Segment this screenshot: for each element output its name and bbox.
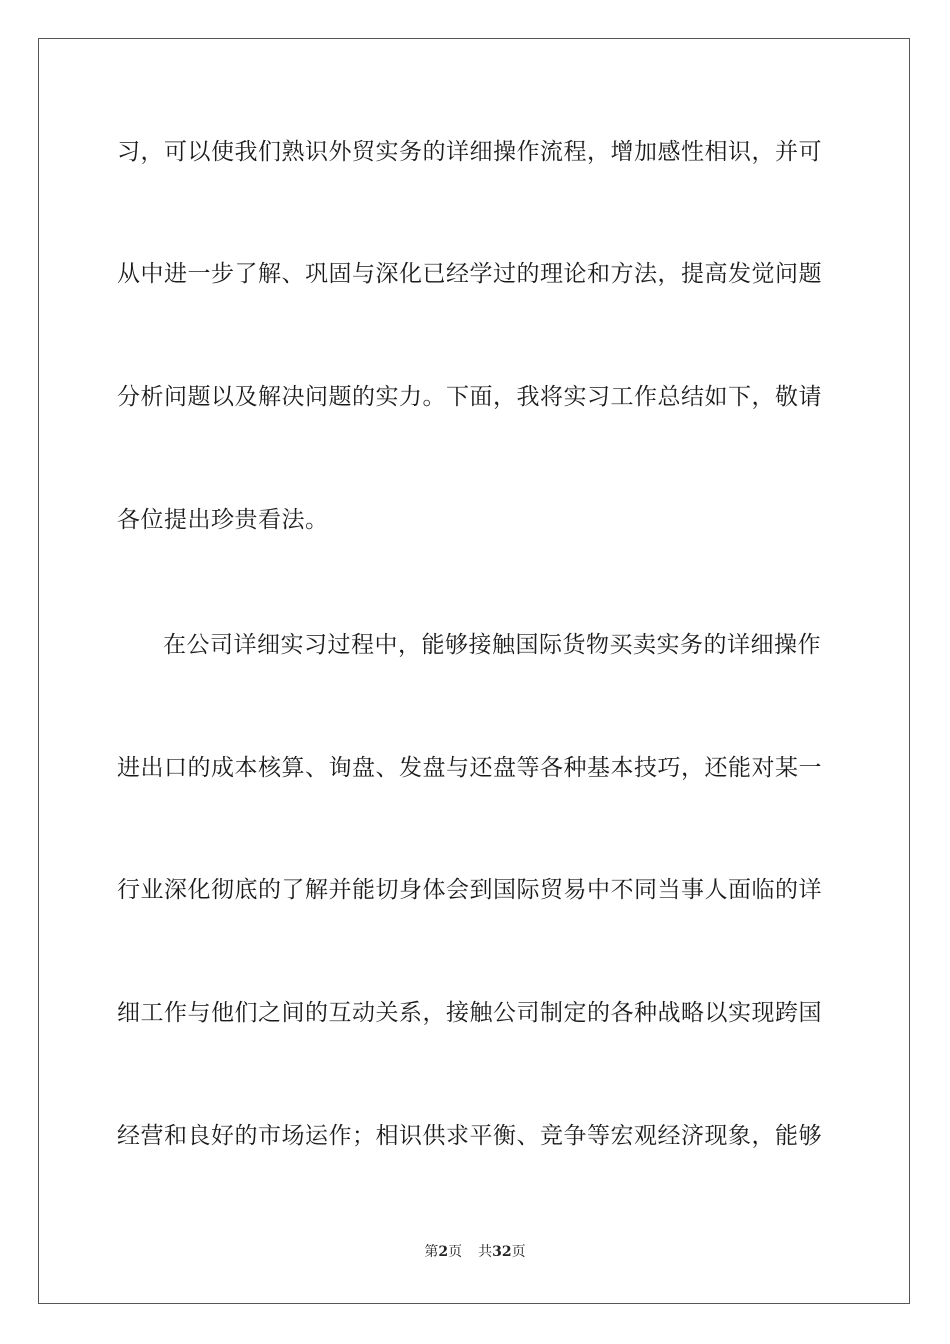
text-line-2: 从中进一步了解、巩固与深化已经学过的理论和方法，提高发觉问题 bbox=[117, 261, 822, 287]
page-label-suffix: 页 bbox=[448, 1244, 463, 1260]
page-footer bbox=[0, 1243, 950, 1261]
text-line-3: 分析问题以及解决问题的实力。下面，我将实习工作总结如下，敬请 bbox=[117, 384, 822, 410]
text-line-9: 经营和良好的市场运作；相识供求平衡、竞争等宏观经济现象，能够 bbox=[117, 1123, 822, 1149]
total-pages: 32 bbox=[492, 1244, 512, 1260]
text-line-6: 进出口的成本核算、询盘、发盘与还盘等各种基本技巧，还能对某一 bbox=[117, 755, 822, 781]
total-label-prefix: 共 bbox=[478, 1244, 493, 1260]
text-line-8: 细工作与他们之间的互动关系，接触公司制定的各种战略以实现跨国 bbox=[117, 1000, 822, 1026]
text-line-4: 各位提出珍贵看法。 bbox=[117, 507, 329, 533]
text-line-7: 行业深化彻底的了解并能切身体会到国际贸易中不同当事人面临的详 bbox=[117, 877, 822, 903]
page-number: 2 bbox=[438, 1244, 449, 1260]
total-label-suffix: 页 bbox=[511, 1244, 526, 1260]
page-label-prefix: 第 bbox=[424, 1244, 439, 1260]
text-line-5-paragraph-start: 在公司详细实习过程中，能够接触国际货物买卖实务的详细操作 bbox=[163, 632, 821, 658]
text-line-1: 习，可以使我们熟识外贸实务的详细操作流程，增加感性相识，并可 bbox=[117, 139, 822, 165]
page-frame bbox=[38, 38, 910, 1304]
